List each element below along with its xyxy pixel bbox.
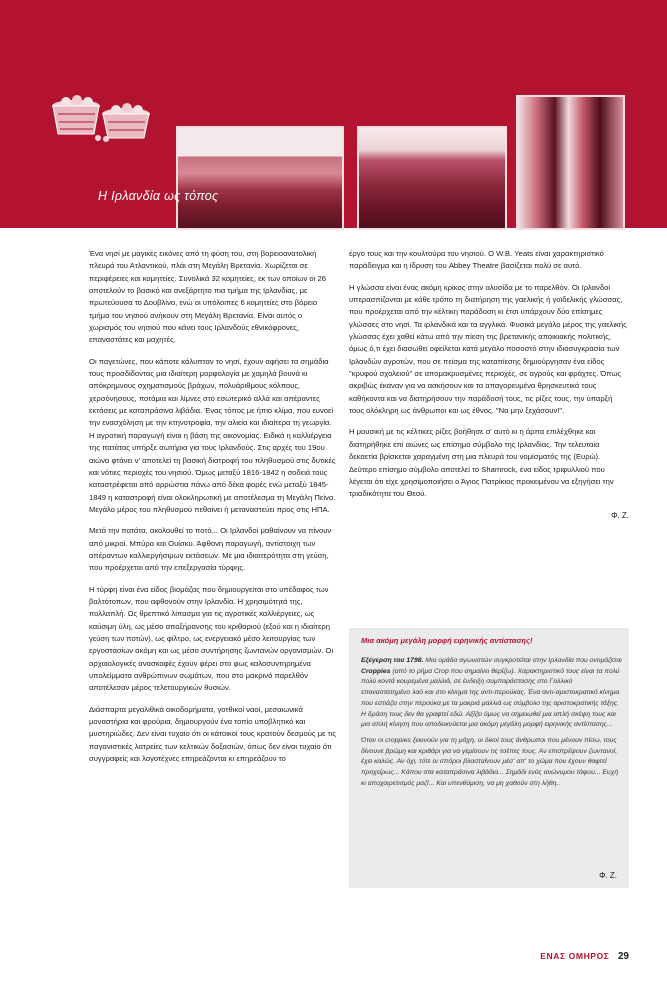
baskets-illustration — [48, 84, 156, 142]
paragraph: Μετά την πατάτα, ακολουθεί το ποτό... Οι Ιρλανδοί μαθαίνουν να πίνουν από μικροί. Μπύρα και Ουίσκυ. Άφθονη παραγωγή, αντίστοιχη των απέραντων καλλιεργήσιμων εκτάσεων. Με μια ιδιαιτερότητα στη γεύση, που προέρχεται από την επεξεργασία τύρφης. — [89, 526, 332, 573]
sidebar-body — [361, 656, 623, 794]
sidebar-heading: Μια ακόμη μεγάλη μορφή ειρηνικής αντίστασης! — [361, 636, 533, 645]
right-column — [349, 248, 629, 531]
sidebar-bold: Εξέγερση του 1798. — [361, 657, 424, 664]
paragraph: Οι παγετώνες, που κάποτε κάλυπταν το νησί, έχουν αφήσει τα σημάδια τους προσδίδοντας μια ιδιαίτερη μορφολογία με χαμηλά βουνά κι απόκρημνους σχηματισμούς βράχων, πολυάριθμους κόλπους, χερσόνησους, ποτάμια και λίμνες στο εσωτερικό αλλά και απέραντες εκτάσεις με καταπράσινα λιβάδια. Ένας τόπος με ήπιο κλίμα, που ευνοεί την ενασχόληση με την κτηνοτροφία, την αλιεία και ιδιαίτερα τη γεωργία. Η αγροτική παραγωγή είναι η βάση της οικονομίας. Ειδικά η καλλιέργεια της πατάτας υπήρξε σωτήρια για τους Ιρλανδούς. Στις αρχές του 19ου αιώνα φτάνει ν' αποτελεί τη βασική διατροφή του πληθυσμού στις δυτικές και νότιες περιοχές του νησιού. Όμως μεταξύ 1816-1842 η σοδειά τους καταστρέφεται από αρρώστια πάνω από δέκα φορές ενώ μεταξύ 1845-1849 η καταστροφή είναι ολοκληρωτική με αποτέλεσμα τη Μεγάλη Πείνα. Μεγάλο μέρος του πληθυσμού πεθαίνει ή μεταναστεύει προς στις ΗΠΑ. — [89, 356, 336, 514]
paragraph: έργο τους και την κουλτούρα του νησιού. Ο W.B. Yeats είναι χαρακτηριστικό παράδειγμα και η ίδρυση του Abbey Theatre βασίζεται πολύ σε αυτό. — [349, 249, 604, 271]
magazine-name: ΕΝΑΣ ΟΜΗΡΟΣ — [540, 951, 610, 961]
page-title: Η Ιρλανδία ως τόπος — [98, 189, 219, 203]
page-number: 29 — [617, 951, 629, 962]
women-photo — [516, 95, 625, 230]
header-banner — [0, 0, 667, 228]
sidebar-signature: Φ. Ζ. — [599, 871, 617, 880]
paragraph: Η γλώσσα είναι ένας ακόμη κρίκος στην αλυσίδα με το παρελθόν. Οι Ιρλανδοί υπερασπίζονται με κάθε τρόπο τη διατήρηση της γαελικής ή γοϊδελικής γλώσσας, που προέρχεται από την κέλτικη παράδοση κι έτσι υπάρχουν δύο επίσημες γλώσσες στο νησί. Τα ιρλανδικά και τα αγγλικά. Φυσικά μεγάλο μέρος της γαελικής γλώσσας έχει χαθεί κάτω από την πίεση της βρετανικής αποικιακής πολιτικής, όμως ό,τι έχει διασωθεί οφείλεται κατά μεγάλο ποσοστό στην ιδιοσυγκρασία των Ιρλανδών αγροτών, που σε πείσμα της καταπίεσης δημιούργησαν ένα είδος "κρυφού σχολειού" σε απομακρυσμένες περιοχές, σε αγρούς και φράχτες. Όπως ακριβώς έκαναν για να ασκήσουν και τα απαγορευμένα θρησκευτικά τους καθήκοντα και να διατηρήσουν την παράδοσή τους, τις ρίζες τους, την ύπαρξή τους ολόκληρη ως άνθρωποι και ως έθνος. "Να μην ξεχάσουν!". — [349, 282, 627, 416]
cart-photo — [357, 126, 507, 230]
paragraph: Ένα νησί με μαγικές εικόνες από τη φύση του, στη βορειοανατολική πλευρά του Ατλαντικού, πλάι στη Μεγάλη Βρετανία. Χωρίζεται σε περιφέρειες και κομητείες. Συνολικά 32 κομητείες, εκ των οποίων οι 26 αποτελούν το βασικό και ανεξάρτητο πια τμήμα της Ιρλανδίας, με πρωτεύουσα το Δουβλίνο, ενώ οι υπόλοιπες 6 κομητείες στο βόρειο τμήμα του νησιού ανήκουν στη Μεγάλη Βρετανία. Είναι αυτός ο χωρισμός του νησιού που κάνει τους Ιρλανδούς εθνικόφρονες, επαναστάτες και μαχητές. — [89, 249, 327, 345]
peat-field-photo — [176, 126, 344, 230]
paragraph: Η τύρφη είναι ένα είδος βιομάζας που δημιουργείται στο υπέδαφος των βαλτότοπων, που αφθονούν στην Ιρλανδία. Η χρησιμότητά της, πολλαπλή. Ως θρεπτικό λίπασμα για τις αγροτικές καλλιέργειες, ως καύσιμη ύλη, ως μέσο αποξήρανσης του κριθαριού (εξού και η ιδιαίτερη γεύση των ποτών), ως φίλτρο, ως ενεργειακό μέσο λειτουργίας των εργοστασίων ακόμη και ως μέσο συντήρησης ζωντανών οργανισμών. Οι αρχαιολογικές ανασκαφές έχουν φέρει στο φως καλοσυντηρημένα υπολείμματα ανθρώπινων σωμάτων, που στο μακρινό παρελθόν αποτέλεσαν μέρος τελετουργικών θυσιών. — [89, 584, 334, 693]
page-footer — [540, 951, 629, 962]
author-signature: Φ. Ζ. — [611, 510, 629, 520]
sidebar-poem: Όταν οι croppies ξεκινούν για τη μάχη, οι δικοί τους άνθρωποι που μένουν πίσω, τους δίνουνε βρώμη και κριθάρι για να γεμίσουν τις τσέπες τους. Αν επιστρέψουν ζωντανοί, έχει καλώς. Αν όχι, τότε οι σπόροι βλασταίνουν μέσ' απ' το χώμα που έχουν θαφτεί προχείρως... Κάπου στα καταπράσινα λιβάδια... Σημάδι ενός ανώνυμου τάφου... Ευχή κι αποχαιρετισμός μαζί... Και υπενθύμιση, να μη χαθούν στη λήθη.. — [361, 736, 619, 787]
sidebar-box — [349, 628, 629, 888]
sidebar-bold: Croppies — [361, 667, 391, 675]
sidebar-text: (από το ρήμα Crop που σημαίνει θερίζω). Χαρακτηριστικό τους είναι τα πολύ πολύ κοντά κουρεμένα μαλλιά, σε ένδειξη συμπαράστασης στο Γαλλικό επαναστατημένο λαό και στο κίνημα της αντι-περούκας. Ένα αντι-αριστοκρατικό κίνημα που εστιάζει στην περούκα με τα μακριά μαλλιά ως σύμβολο της αριστοκρατικής τάξης. Η δράση τους δεν θα γραφτεί εδώ. Αξίζει όμως να σημειωθεί μια απλή σκέψη τους και μια απλή κίνηση που αποδεικνύεται μια ακόμη μεγάλη μορφή ειρηνικής αντίστασης... — [361, 667, 620, 729]
sidebar-paragraph — [361, 656, 623, 731]
left-column — [89, 248, 337, 774]
paragraph: Η μουσική με τις κέλτικες ρίζες βοήθησε σ' αυτό κι η άρπα επιλέχθηκε και διατηρήθηκε επί αιώνες ως επίσημο σύμβολο της Ιρλανδίας. Την τελευταία δεκαετία βρίσκεται χαραγμένη στη μια πλευρά του νομίσματός της (Ευρώ). Δεύτερο επίσημο σύμβολο αποτελεί το Shamrock, ένα είδος τριφυλλιού που λέγεται ότι είχε χρησιμοποιήσει ο Άγιος Πατρίκιος προκειμένου να εξηγήσει την τριαδικότητα του Θεού. — [349, 427, 614, 499]
paragraph: Διάσπαρτα μεγαλιθικά οικοδομήματα, γοτθικοί ναοί, μεσαιωνικά μοναστήρια και φρούρια, δημιουργούν ένα τοπίο υποβλητικό και μυστηριώδες. Δεν είναι τυχαίο ότι οι κάτοικοί τους κρατούν δεσμούς με τις παγανιστικές λατρείες των κελτικών δοξασιών, όπως δεν είναι τυχαίο ότι συγγραφείς και λογοτέχνες επηρεάζονται κι επηρεάζουν το — [89, 704, 337, 764]
sidebar-text: Μια ομάδα αγωνιστών συγκροτείται στην Ιρλανδία που ονομάζεται — [423, 657, 622, 664]
